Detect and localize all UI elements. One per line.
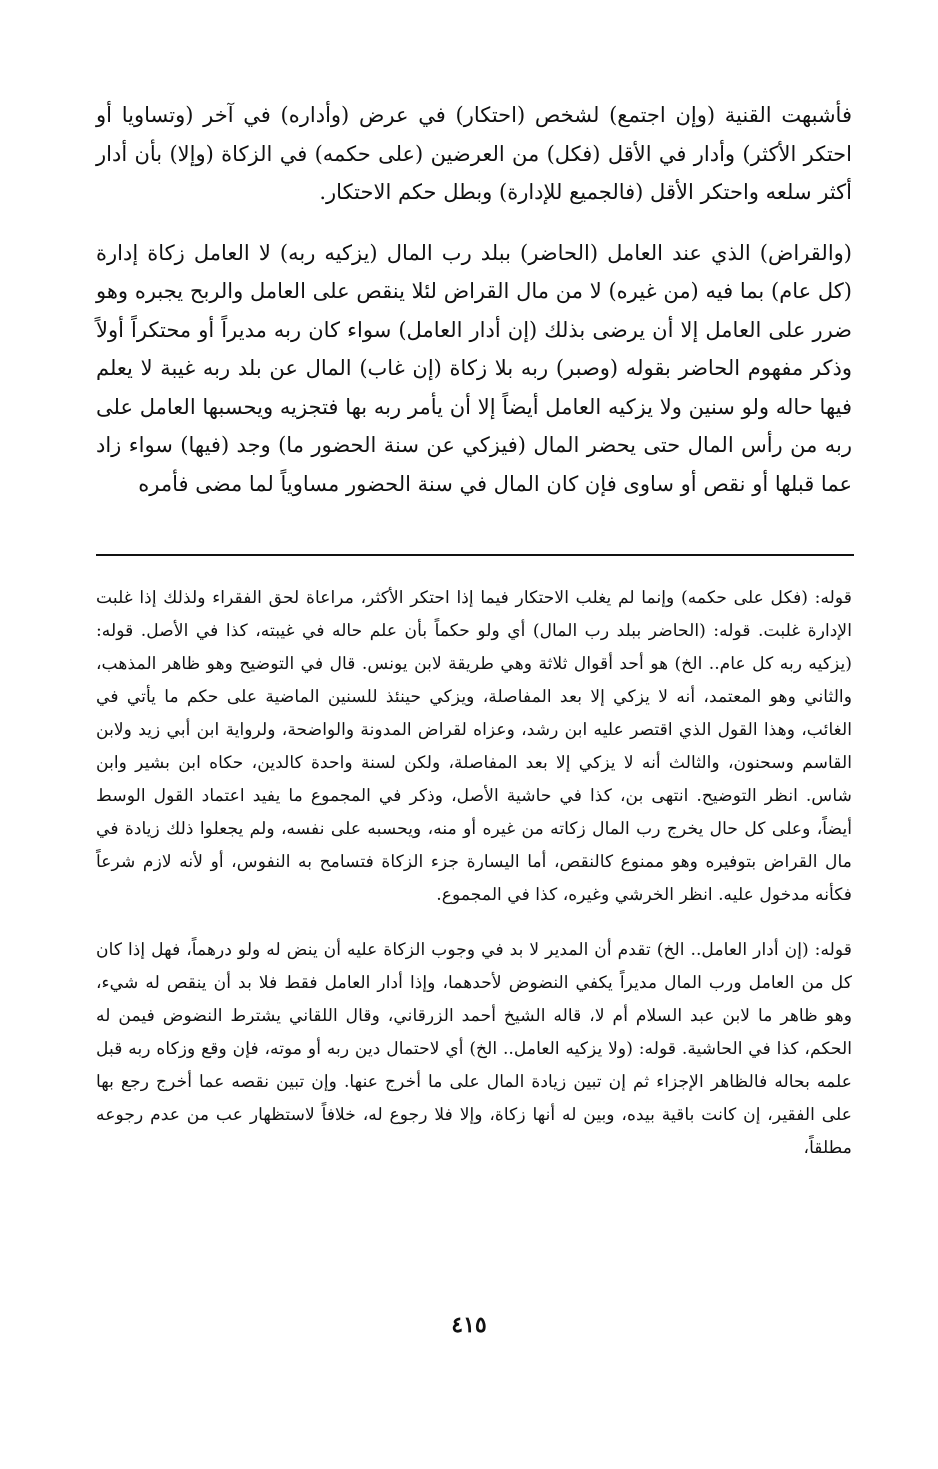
main-text <box>96 96 852 503</box>
footnote-paragraph: قوله: (إن أدار العامل.. الخ) تقدم أن المدير لا بد في وجوب الزكاة عليه أن ينض له ولو درهماً، فهل إذا كان كل من العامل ورب المال مديراً يكفي النضوض لأحدهما، وإذا أدار العامل فقط فلا بد أن ينقص له شيء، وهو ظاهر ما لابن عبد السلام أم لا، قاله الشيخ أحمد الزرقاني، وقال اللقاني يشترط النضوض فيمن له الحكم، كذا في الحاشية. قوله: (ولا يزكيه العامل.. الخ) أي لاحتمال دين ربه أو موته، فإن وقع وزكاه ربه قبل علمه بحاله فالظاهر الإجزاء ثم إن تبين زيادة المال على ما أخرج عنها. وإن تبين نقصه عما أخرج رجع بها على الفقير، إن كانت باقية بيده، وبين له أنها زكاة، وإلا فلا رجوع له، خلافاً لاستظهار عب من عدم رجوعه مطلقاً، <box>96 940 852 1158</box>
footnotes <box>96 582 852 1165</box>
page-number: ٤١٥ <box>451 1312 487 1338</box>
main-paragraph: (والقراض) الذي عند العامل (الحاضر) ببلد رب المال (يزكيه ربه) لا العامل زكاة إدارة (كل عام) بما فيه (من غيره) لا من مال القراض لئلا ينقص على العامل والربح يجبره وهو ضرر على العامل إلا أن يرضى بذلك (إن أدار العامل) سواء كان ربه مديراً أو محتكراً أولاً وذكر مفهوم الحاضر بقوله (وصبر) ربه بلا زكاة (إن غاب) المال عن بلد ربه غيبة لا يعلم فيها حاله ولو سنين ولا يزكيه العامل أيضاً إلا أن يأمر ربه بها فتجزيه ويحسبها العامل على ربه من رأس المال حتى يحضر المال (فيزكي عن سنة الحضور ما) وجد (فيها) سواء زاد عما قبلها أو نقص أو ساوى فإن كان المال في سنة الحضور مساوياً لما مضى فأمره <box>96 240 852 496</box>
footnote-paragraph: قوله: (فكل على حكمه) وإنما لم يغلب الاحتكار فيما إذا احتكر الأكثر، مراعاة لحق الفقراء ولذلك إذا غلبت الإدارة غلبت. قوله: (الحاضر ببلد رب المال) أي ولو حكماً بأن علم حاله في غيبته، كذا في الأصل. قوله: (يزكيه ربه كل عام.. الخ) هو أحد أقوال ثلاثة وهي طريقة لابن يونس. قال في التوضيح وهو ظاهر المذهب، والثاني وهو المعتمد، أنه لا يزكي إلا بعد المفاصلة، ويزكي حينئذ للسنين الماضية على حكم ما يأتي في الغائب، وهذا القول الذي اقتصر عليه ابن رشد، وعزاه لقراض المدونة والواضحة، ولرواية ابن أبي زيد ولابن القاسم وسحنون، والثالث أنه لا يزكي إلا بعد المفاصلة، ولكن لسنة واحدة كالدين، حكاه ابن بشير وابن شاس. انظر التوضيح. انتهى بن، كذا في حاشية الأصل، وذكر في المجموع ما يفيد اعتماد القول الوسط أيضاً، وعلى كل حال يخرج رب المال زكاته من غيره أو منه، ويحسبه على نفسه، ولم يجعلوا ذلك زيادة في مال القراض بتوفيره وهو ممنوع كالنقص، أما اليسارة جزء الزكاة فتسامح به النفوس، أو لأنه لازم شرعاً فكأنه مدخول عليه. انظر الخرشي وغيره، كذا في المجموع. <box>96 588 853 905</box>
main-paragraph: فأشبهت القنية (وإن اجتمع) لشخص (احتكار) في عرض (وأداره) في آخر (وتساويا أو احتكر الأكثر) وأدار في الأقل (فكل) من العرضين (على حكمه) في الزكاة (وإلا) بأن أدار أكثر سلعه واحتكر الأقل (فالجميع للإدارة) وبطل حكم الاحتكار. <box>96 103 852 204</box>
footnote-divider <box>96 554 854 556</box>
